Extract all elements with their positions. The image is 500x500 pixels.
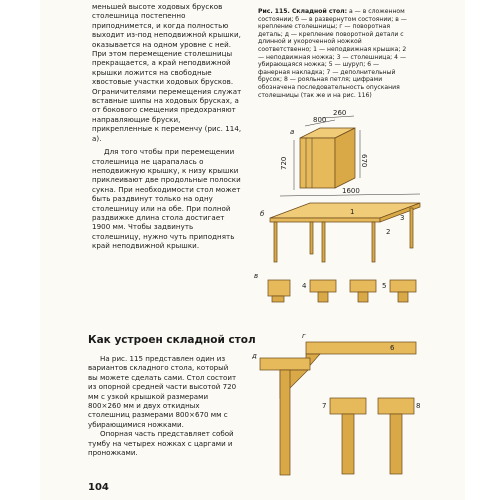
label-d: д [252, 352, 257, 360]
dim-800: 800 [313, 116, 327, 124]
num-4: 4 [302, 282, 307, 290]
num-2: 2 [386, 228, 391, 236]
section-heading: Как устроен складной стол [88, 334, 256, 346]
left-text-column [92, 2, 242, 251]
dim-260: 260 [333, 109, 347, 117]
paragraph-3: На рис. 115 представлен один из вариантов складного стола, который вы можете сделать сами. Стол состоит из опорной средней части высотой 720 мм с узкой крышкой размерами 800×260 мм и двух откидных столешниц размерами 800×670 мм с убирающимися ножками. [88, 354, 237, 429]
label-g: г [302, 332, 306, 340]
paragraph-4: Опорная часть представляет собой тумбу на четырех ножках с царгами и проножками. [88, 429, 234, 458]
figure-g-pivot [302, 332, 416, 370]
num-5: 5 [382, 282, 387, 290]
dim-720: 720 [280, 156, 288, 170]
dim-670: 670 [360, 154, 368, 168]
num-1: 1 [350, 208, 355, 216]
page-number: 104 [88, 482, 109, 493]
folding-table-figure [250, 108, 430, 480]
num-6: 6 [390, 344, 395, 352]
num-7: 7 [322, 402, 327, 410]
label-b: б [260, 210, 265, 218]
caption-text: а — в сложенном состоянии; б — в развернутом состоянии; в — крепление столешницы; г — поворотная деталь; д — крепление поворотной детали с длинной и укороченной ножкой соответственно; 1 — неподвижная крышка; 2 — неподвижная ножка; 3 — столешница; 4 — убирающаяся ножка; 5 — шуруп; 6 — фанерная накладка; 7 — деполнительный брусок; 8 — рояльная петля; цифрами обозначена последовательность опускания столешницы (так же и на рис. 116) [258, 8, 407, 99]
paragraph-2: Для того чтобы при перемещении столешница не царапалась о неподвижную крышку, к низу крышки приклеивают две продольные полоски сукна. При необходимости стол может быть раздвинут только на одну столешницу или на обе. При полной раздвижке длина стола достигает 1900 мм. Чтобы задвинуть столешницу, нужно чуть приподнять край неподвижной крышки. [92, 147, 241, 251]
figure-b-unfolded [260, 187, 420, 262]
figure-v-details [254, 272, 416, 302]
dim-1600: 1600 [342, 187, 360, 195]
label-v: в [254, 272, 259, 280]
figure-d-legs [251, 352, 420, 475]
left-text-column-2 [88, 354, 238, 457]
label-a: а [290, 128, 295, 136]
caption-title: Рис. 115. Складной стол: [258, 8, 348, 15]
num-3: 3 [400, 214, 405, 222]
figure-caption [258, 8, 408, 99]
figure-a-folded [280, 109, 368, 190]
num-8: 8 [416, 402, 421, 410]
paragraph-1: меньшей высоте ходовых брусков столешница постепенно приподнимется, и когда полностью выходит из-под неподвижной крышки, оказывается на одном уровне с ней. При этом перемещение столешницы прекращается, а край неподвижной крышки ложится на свободные хвостовые участки ходовых брусков. Ограничителями перемещения служат вставные шипы на ходовых брусках, а от бокового смещения предохраняют направляющие бруски, прикрепленные к переменчу (рис. 114, а). [92, 2, 242, 143]
